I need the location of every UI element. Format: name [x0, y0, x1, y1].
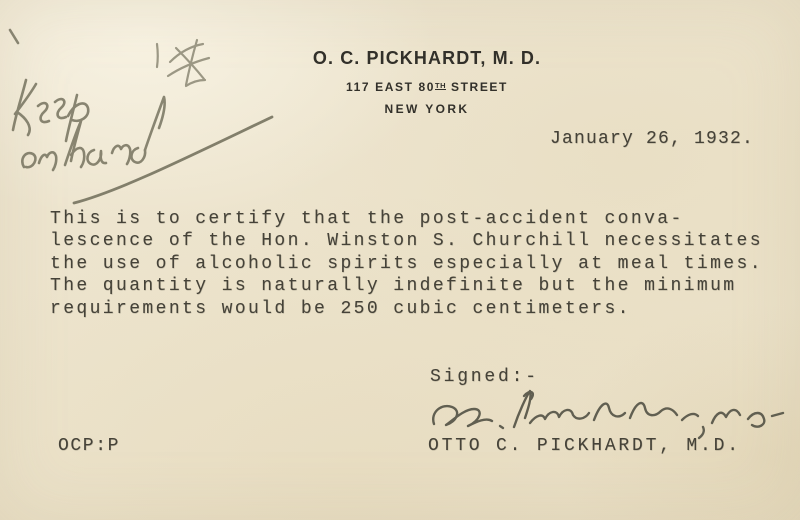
letterhead-city: NEW YORK — [384, 102, 470, 116]
pencil-note-keep-on-hand — [10, 30, 165, 170]
typed-name: OTTO C. PICKHARDT, M.D. — [428, 436, 741, 456]
letterhead-address-number: 117 EAST 80 — [346, 80, 436, 94]
letterhead-address — [262, 80, 592, 94]
pencil-stroke-line — [74, 117, 272, 203]
pencil-scribble — [157, 40, 209, 86]
body-line: requirements would be 250 cubic centimeters. — [50, 298, 631, 319]
body-line: the use of alcoholic spirits especially at meal times. — [50, 253, 763, 274]
body-line: lescence of the Hon. Winston S. Churchill necessitates — [50, 231, 763, 252]
letterhead — [262, 48, 592, 116]
reference-initials: OCP:P — [58, 436, 121, 456]
letterhead-name: O. C. PICKHARDT, M. D. — [312, 48, 542, 68]
signed-label: Signed:- — [430, 367, 539, 387]
body-paragraph — [50, 208, 763, 320]
handwritten-signature — [433, 391, 783, 438]
date-line: January 26, 1932. — [550, 129, 755, 149]
letterhead-address-street: STREET — [451, 80, 508, 94]
body-line: The quantity is naturally indefinite but the minimum — [50, 276, 737, 297]
letterhead-address-ordinal: TH — [435, 81, 447, 90]
body-line: This is to certify that the post-accident conva- — [50, 209, 684, 229]
